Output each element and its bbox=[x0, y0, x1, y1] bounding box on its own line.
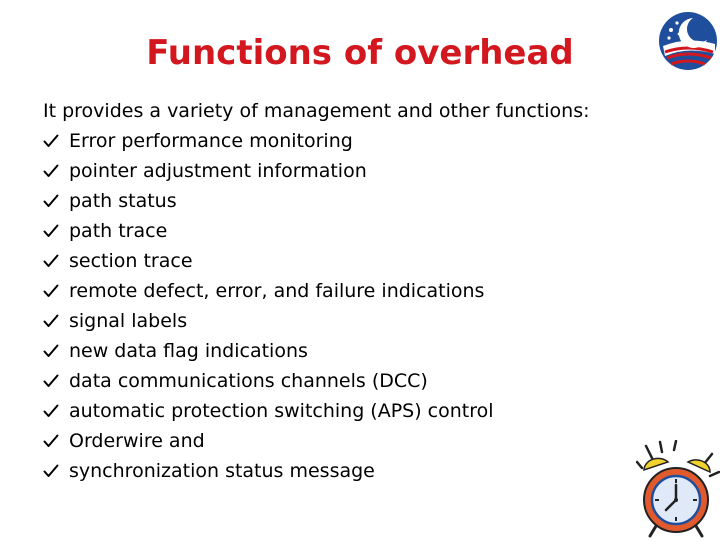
checkmark-icon bbox=[43, 216, 69, 246]
slide-title: Functions of overhead bbox=[146, 33, 574, 73]
alarm-clock-icon bbox=[636, 440, 720, 540]
list-item-label: remote defect, error, and failure indications bbox=[69, 280, 485, 302]
list-item-label: Orderwire and bbox=[69, 430, 205, 452]
list-item-label: path trace bbox=[69, 220, 168, 242]
function-list bbox=[43, 126, 663, 486]
checkmark-icon bbox=[43, 456, 69, 486]
list-item-label: pointer adjustment information bbox=[69, 160, 367, 182]
checkmark-icon bbox=[43, 156, 69, 186]
list-item bbox=[43, 276, 663, 306]
list-item bbox=[43, 456, 663, 486]
checkmark-icon bbox=[43, 306, 69, 336]
list-item bbox=[43, 336, 663, 366]
checkmark-icon bbox=[43, 186, 69, 216]
checkmark-icon bbox=[43, 246, 69, 276]
intro-text: It provides a variety of management and other functions: bbox=[43, 100, 590, 122]
list-item-label: data communications channels (DCC) bbox=[69, 370, 428, 392]
list-item bbox=[43, 126, 663, 156]
list-item bbox=[43, 426, 663, 456]
list-item-label: section trace bbox=[69, 250, 193, 272]
checkmark-icon bbox=[43, 426, 69, 456]
slide-body bbox=[43, 96, 663, 486]
list-item-label: Error performance monitoring bbox=[69, 130, 353, 152]
list-item-label: automatic protection switching (APS) control bbox=[69, 400, 494, 422]
checkmark-icon bbox=[43, 126, 69, 156]
list-item-label: path status bbox=[69, 190, 177, 212]
checkmark-icon bbox=[43, 396, 69, 426]
list-item-label: signal labels bbox=[69, 310, 188, 332]
list-item bbox=[43, 366, 663, 396]
list-item-label: new data flag indications bbox=[69, 340, 308, 362]
list-item bbox=[43, 186, 663, 216]
checkmark-icon bbox=[43, 276, 69, 306]
checkmark-icon bbox=[43, 336, 69, 366]
list-item bbox=[43, 246, 663, 276]
list-item bbox=[43, 156, 663, 186]
university-logo-icon bbox=[657, 10, 719, 72]
list-item bbox=[43, 306, 663, 336]
checkmark-icon bbox=[43, 366, 69, 396]
list-item bbox=[43, 396, 663, 426]
list-item bbox=[43, 216, 663, 246]
list-item-label: synchronization status message bbox=[69, 460, 375, 482]
